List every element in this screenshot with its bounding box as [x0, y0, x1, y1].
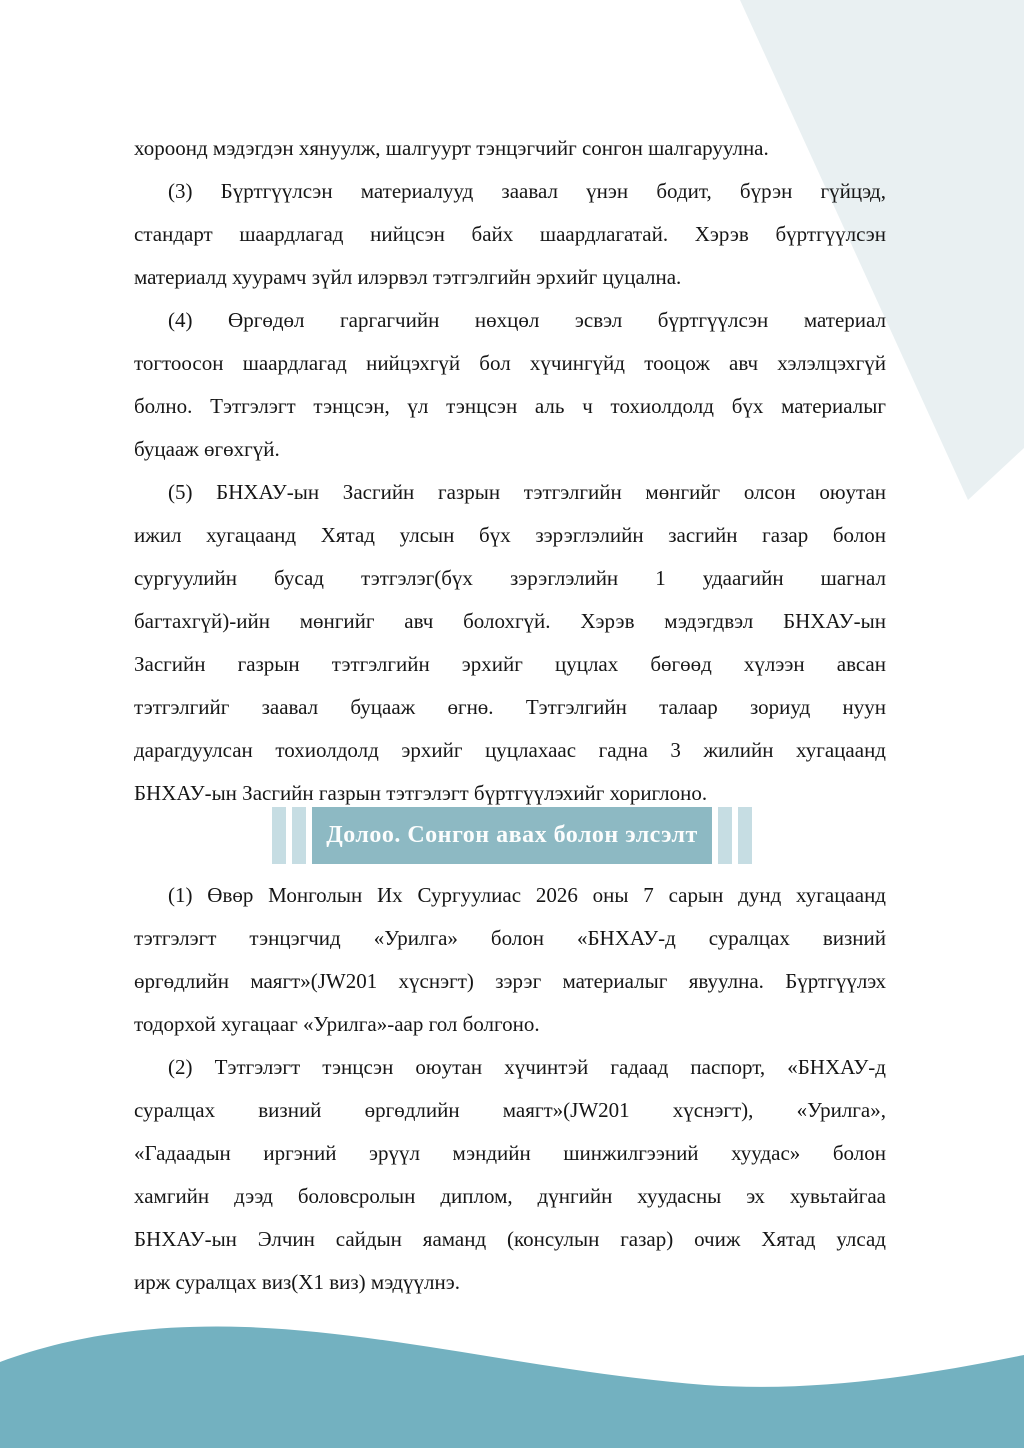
text-line: буцааж өгөхгүй. [134, 437, 280, 461]
text-line: хамгийн дээд боловсролын диплом, дүнгийн хуудасны эх хувьтайгаа [134, 1184, 886, 1208]
text-line: тогтоосон шаардлагад нийцэхгүй бол хүчингүйд тооцож авч хэлэлцэхгүй [134, 351, 886, 375]
text-line: «Гадаадын иргэний эрүүл мэндийн шинжилгээний хуудас» болон [134, 1141, 886, 1165]
text-line: өргөдлийн маягт»(JW201 хүснэгт) зэрэг материалыг явуулна. Бүртгүүлэх [134, 969, 886, 993]
text-line: БНХАУ-ын Элчин сайдын яаманд (консулын газар) очиж Хятад улсад [134, 1227, 886, 1251]
text-line: материалд хуурамч зүйл илэрвэл тэтгэлгийн эрхийг цуцална. [134, 265, 682, 289]
text-line: сургуулийн бусад тэтгэлэг(бүх зэрэглэлийн 1 удаагийн шагнал [134, 566, 886, 590]
text-line: ирж суралцах виз(X1 виз) мэдүүлнэ. [134, 1270, 461, 1294]
banner-left-bar-1 [272, 807, 286, 864]
text-line: ижил хугацаанд Хятад улсын бүх зэрэглэлийн засгийн газар болон [134, 523, 886, 547]
banner-right-bar-2 [738, 807, 752, 864]
section-banner [0, 807, 1024, 864]
text-line: тэтгэлэгт тэнцэгчид «Урилга» болон «БНХАУ-д суралцах визний [134, 926, 886, 950]
bottom-wave [0, 1298, 1024, 1448]
section-heading: Долоо. Сонгон авах болон элсэлт [312, 807, 712, 864]
text-block-bottom [134, 874, 886, 1304]
text-line: (2) Тэтгэлэгт тэнцсэн оюутан хүчинтэй гадаад паспорт, «БНХАУ-д [168, 1055, 886, 1079]
text-line: стандарт шаардлагад нийцсэн байх шаардлагатай. Хэрэв бүртгүүлсэн [134, 222, 886, 246]
text-line: тэтгэлгийг заавал буцааж өгнө. Тэтгэлгийн талаар зориуд нуун [134, 695, 886, 719]
text-line: багтахгүй)-ийн мөнгийг авч болохгүй. Хэрэв мэдэгдвэл БНХАУ-ын [134, 609, 886, 633]
text-line: (1) Өвөр Монголын Их Сургуулиас 2026 оны 7 сарын дунд хугацаанд [168, 883, 886, 907]
banner-right-bar-1 [718, 807, 732, 864]
text-line: дарагдуулсан тохиолдолд эрхийг цуцлахаас гадна 3 жилийн хугацаанд [134, 738, 886, 762]
text-line: хороонд мэдэгдэн хянуулж, шалгуурт тэнцэгчийг сонгон шалгаруулна. [134, 136, 769, 160]
text-line: (5) БНХАУ-ын Засгийн газрын тэтгэлгийн мөнгийг олсон оюутан [168, 480, 886, 504]
text-line: (3) Бүртгүүлсэн материалууд заавал үнэн бодит, бүрэн гүйцэд, [168, 179, 886, 203]
text-line: суралцах визний өргөдлийн маягт»(JW201 хүснэгт), «Урилга», [134, 1098, 886, 1122]
text-line: тодорхой хугацааг «Урилга»-аар гол болгоно. [134, 1012, 540, 1036]
text-line: БНХАУ-ын Засгийн газрын тэтгэлэгт бүртгүүлэхийг хориглоно. [134, 781, 708, 805]
text-line: болно. Тэтгэлэгт тэнцсэн, үл тэнцсэн аль ч тохиолдолд бүх материалыг [134, 394, 886, 418]
text-line: (4) Өргөдөл гаргагчийн нөхцөл эсвэл бүртгүүлсэн материал [168, 308, 886, 332]
text-block-top [134, 127, 886, 815]
text-line: Засгийн газрын тэтгэлгийн эрхийг цуцлах бөгөөд хүлээн авсан [134, 652, 886, 676]
banner-left-bar-2 [292, 807, 306, 864]
